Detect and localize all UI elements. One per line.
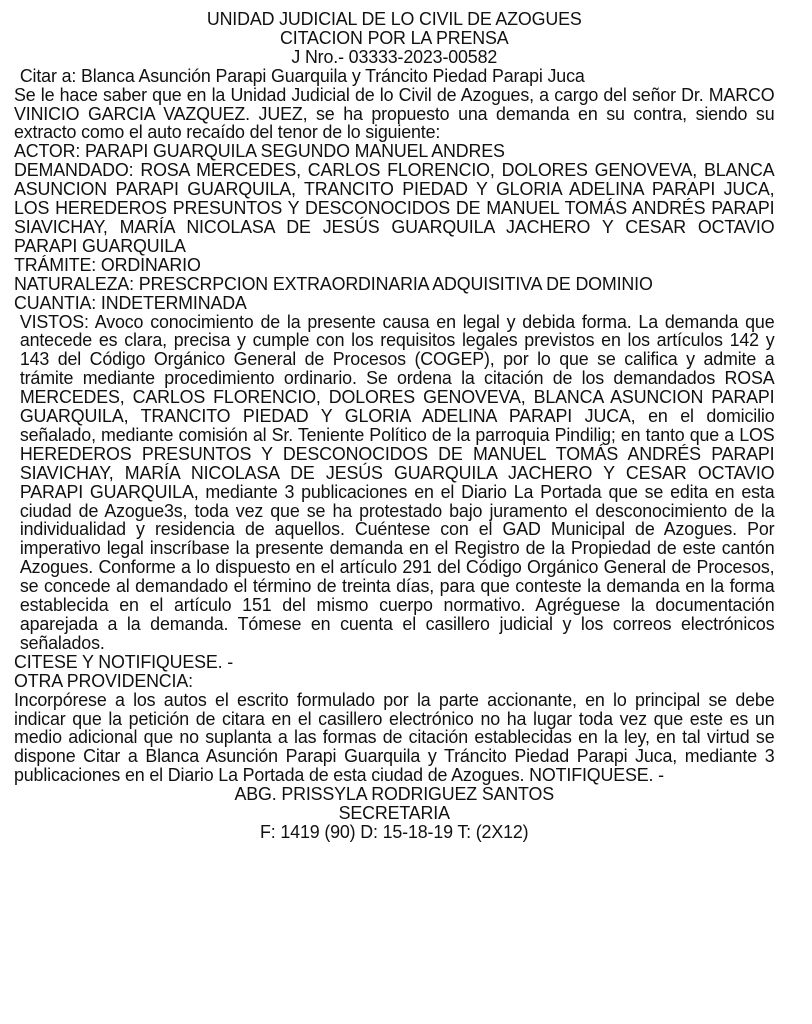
cuantia-line: CUANTIA: INDETERMINADA [14, 291, 247, 313]
notice-title: CITACION POR LA PRENSA [280, 26, 509, 48]
case-number: J Nro.- 03333-2023-00582 [291, 45, 498, 67]
otra-providencia-title: OTRA PROVIDENCIA: [14, 669, 193, 691]
vistos-paragraph: VISTOS: Avoco conocimiento de la presente causa en legal y debida forma. La demanda que antecede es clara, precisa y cumple con los requisitos legales previstos en los artículos 142 y 143 del Código Orgánico General de Procesos (COGEP), por lo que se califica y admite a trámite mediante procedimiento ordinario. Se ordena la citación de los demandados ROSA MERCEDES, CARLOS FLORENCIO, DOLORES GENOVEVA, BLANCA ASUNCION PARAPI GUARQUILA, TRANCITO PIEDAD Y GLORIA ADELINA PARAPI JUCA, en el domicilio señalado, mediante comisión al Sr. Teniente Político de la parroquia Pindilig; en tanto que a LOS HEREDEROS PRESUNTOS Y DESCONOCIDOS DE MANUEL TOMÁS ANDRÉS PARAPI SIAVICHAY, MARÍA NICOLASA DE JESÚS GUARQUILA JACHERO Y CESAR OCTAVIO PARAPI GUARQUILA, mediante 3 publicaciones en el Diario La Portada que se edita en esta ciudad de Azogue3s, toda vez que se ha protestado bajo juramento el desconocimiento de la individualidad y residencia de aquellos. Cuéntese con el GAD Municipal de Azogues. Por imperativo legal inscríbase la presente demanda en el Registro de la Propiedad de este cantón Azogues. Conforme a lo dispuesto en el artículo 291 del Código Orgánico General de Procesos, se concede al demandado el término de treinta días, para que conteste la demanda en la forma establecida en el artículo 151 del mismo cuerpo normativo. Agréguese la documentación aparejada a la demanda. Tómese en cuenta el casillero judicial y los correos electrónicos señalados. [19, 310, 775, 653]
actor-line: ACTOR: PARAPI GUARQUILA SEGUNDO MANUEL ANDRES [14, 140, 505, 162]
footer-code: F: 1419 (90) D: 15-18-19 T: (2X12) [260, 820, 529, 842]
naturaleza-line: NATURALEZA: PRESCRPCION EXTRAORDINARIA ADQUISITIVA DE DOMINIO [14, 272, 653, 294]
otra-providencia-paragraph: Incorpórese a los autos el escrito formulado por la parte accionante, en lo principal se debe indicar que la petición de citara en el casillero electrónico no ha lugar toda vez que este es un medio adicional que no suplanta a las formas de citación establecidas en la ley, en tal virtud se dispone Citar a Blanca Asunción Parapi Guarquila y Tráncito Piedad Parapi Juca, mediante 3 publicaciones en el Diario La Portada de esta ciudad de Azogues. NOTIFIQUESE. - [14, 688, 775, 786]
tramite-line: TRÁMITE: ORDINARIO [14, 253, 201, 275]
signature-name: ABG. PRISSYLA RODRIGUEZ SANTOS [234, 783, 554, 805]
citese-line: CITESE Y NOTIFIQUESE. - [14, 650, 234, 672]
intro-paragraph: Se le hace saber que en la Unidad Judicial de lo Civil de Azogues, a cargo del señor Dr. MARCO VINICIO GARCIA VAZQUEZ. JUEZ, se ha propuesto una demanda en su contra, siendo su extracto como el auto recaído del tenor de lo siguiente: [14, 83, 775, 143]
court-title: UNIDAD JUDICIAL DE LO CIVIL DE AZOGUES [206, 8, 582, 29]
cite-line: Citar a: Blanca Asunción Parapi Guarquila y Tráncito Piedad Parapi Juca [19, 64, 585, 86]
signature-role: SECRETARIA [338, 802, 450, 824]
legal-notice [14, 10, 774, 842]
demandado-paragraph: DEMANDADO: ROSA MERCEDES, CARLOS FLORENCIO, DOLORES GENOVEVA, BLANCA ASUNCION PARAPI GUARQUILA, TRANCITO PIEDAD Y GLORIA ADELINA PARAPI JUCA, LOS HEREDEROS PRESUNTOS Y DESCONOCIDOS DE MANUEL TOMÁS ANDRÉS PARAPI SIAVICHAY, MARÍA NICOLASA DE JESÚS GUARQUILA JACHERO Y CESAR OCTAVIO PARAPI GUARQUILA [14, 159, 775, 256]
